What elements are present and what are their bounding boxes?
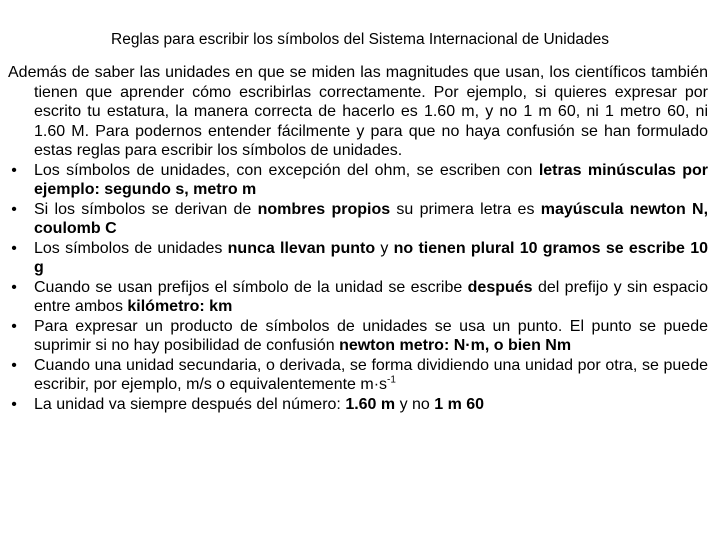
rule-bold-text: después bbox=[467, 278, 533, 296]
rule-text: Si los símbolos se derivan de bbox=[34, 200, 258, 218]
intro-paragraph: Además de saber las unidades en que se miden las magnitudes que usan, los científicos también tienen que aprender cómo escribirlas correctamente. Por ejemplo, si quieres expresar por escrito tu estatura, la manera correcta de hacerlo es 1.60 m, y no 1 m 60, ni 1 metro 60, ni 1.60 M. Para podernos entender fácilmente y para que no haya confusión se han formulado estas reglas para escribir los símbolos de unidades. bbox=[8, 64, 708, 159]
rule-bold-text: 1.60 m bbox=[345, 395, 396, 413]
rule-bold-text: nunca llevan punto bbox=[227, 239, 376, 257]
rule-item-2 bbox=[8, 200, 708, 239]
rule-item-3 bbox=[8, 239, 708, 278]
bullet-icon: • bbox=[11, 161, 17, 179]
bullet-icon: • bbox=[11, 317, 17, 335]
rule-bold-text: no tienen plural 10 gramos se escribe 10 g bbox=[34, 239, 709, 276]
rule-item-1 bbox=[8, 161, 708, 200]
rules-list bbox=[8, 161, 708, 415]
rule-text: su primera letra es bbox=[390, 200, 541, 218]
rule-item-6 bbox=[8, 356, 708, 395]
rule-item-5 bbox=[8, 317, 708, 356]
page-title: Reglas para escribir los símbolos del Sistema Internacional de Unidades bbox=[111, 31, 609, 48]
rule-bold-text: mayúscula newton N, coulomb C bbox=[34, 200, 709, 237]
bullet-icon: • bbox=[11, 200, 17, 218]
rule-text: y no bbox=[395, 395, 435, 413]
rule-bold-text: nombres propios bbox=[257, 200, 391, 218]
rule-text: y bbox=[375, 239, 394, 257]
rule-text: Para expresar un producto de símbolos de unidades se usa un punto. El punto se puede suprimir si no hay posibilidad de confusión bbox=[34, 317, 708, 354]
exponent-text: -1 bbox=[387, 374, 396, 386]
rule-text: Los símbolos de unidades bbox=[34, 239, 228, 257]
rule-text: Los símbolos de unidades, con excepción del ohm, se escriben con bbox=[34, 161, 539, 179]
rule-bold-text: kilómetro: km bbox=[127, 298, 233, 315]
rule-item-4 bbox=[8, 278, 708, 317]
content-body bbox=[8, 63, 708, 414]
rule-text: La unidad va siempre después del número: bbox=[34, 395, 346, 413]
rule-item-7 bbox=[8, 395, 708, 415]
bullet-icon: • bbox=[11, 278, 17, 296]
rule-bold-text: letras minúsculas por ejemplo: segundo s, metro m bbox=[34, 161, 709, 198]
rule-bold-text: 1 m 60 bbox=[434, 395, 485, 413]
rule-text: Cuando una unidad secundaria, o derivada, se forma dividiendo una unidad por otra, se puede escribir, por ejemplo, m/s o equivalentemente m·s bbox=[34, 356, 708, 393]
bullet-icon: • bbox=[11, 239, 17, 257]
rule-text: del prefijo y sin espacio entre ambos bbox=[34, 278, 708, 315]
bullet-icon: • bbox=[11, 356, 17, 374]
bullet-icon: • bbox=[11, 395, 17, 413]
rule-bold-text: newton metro: N·m, o bien Nm bbox=[339, 337, 572, 354]
rule-text: Cuando se usan prefijos el símbolo de la unidad se escribe bbox=[34, 278, 468, 296]
